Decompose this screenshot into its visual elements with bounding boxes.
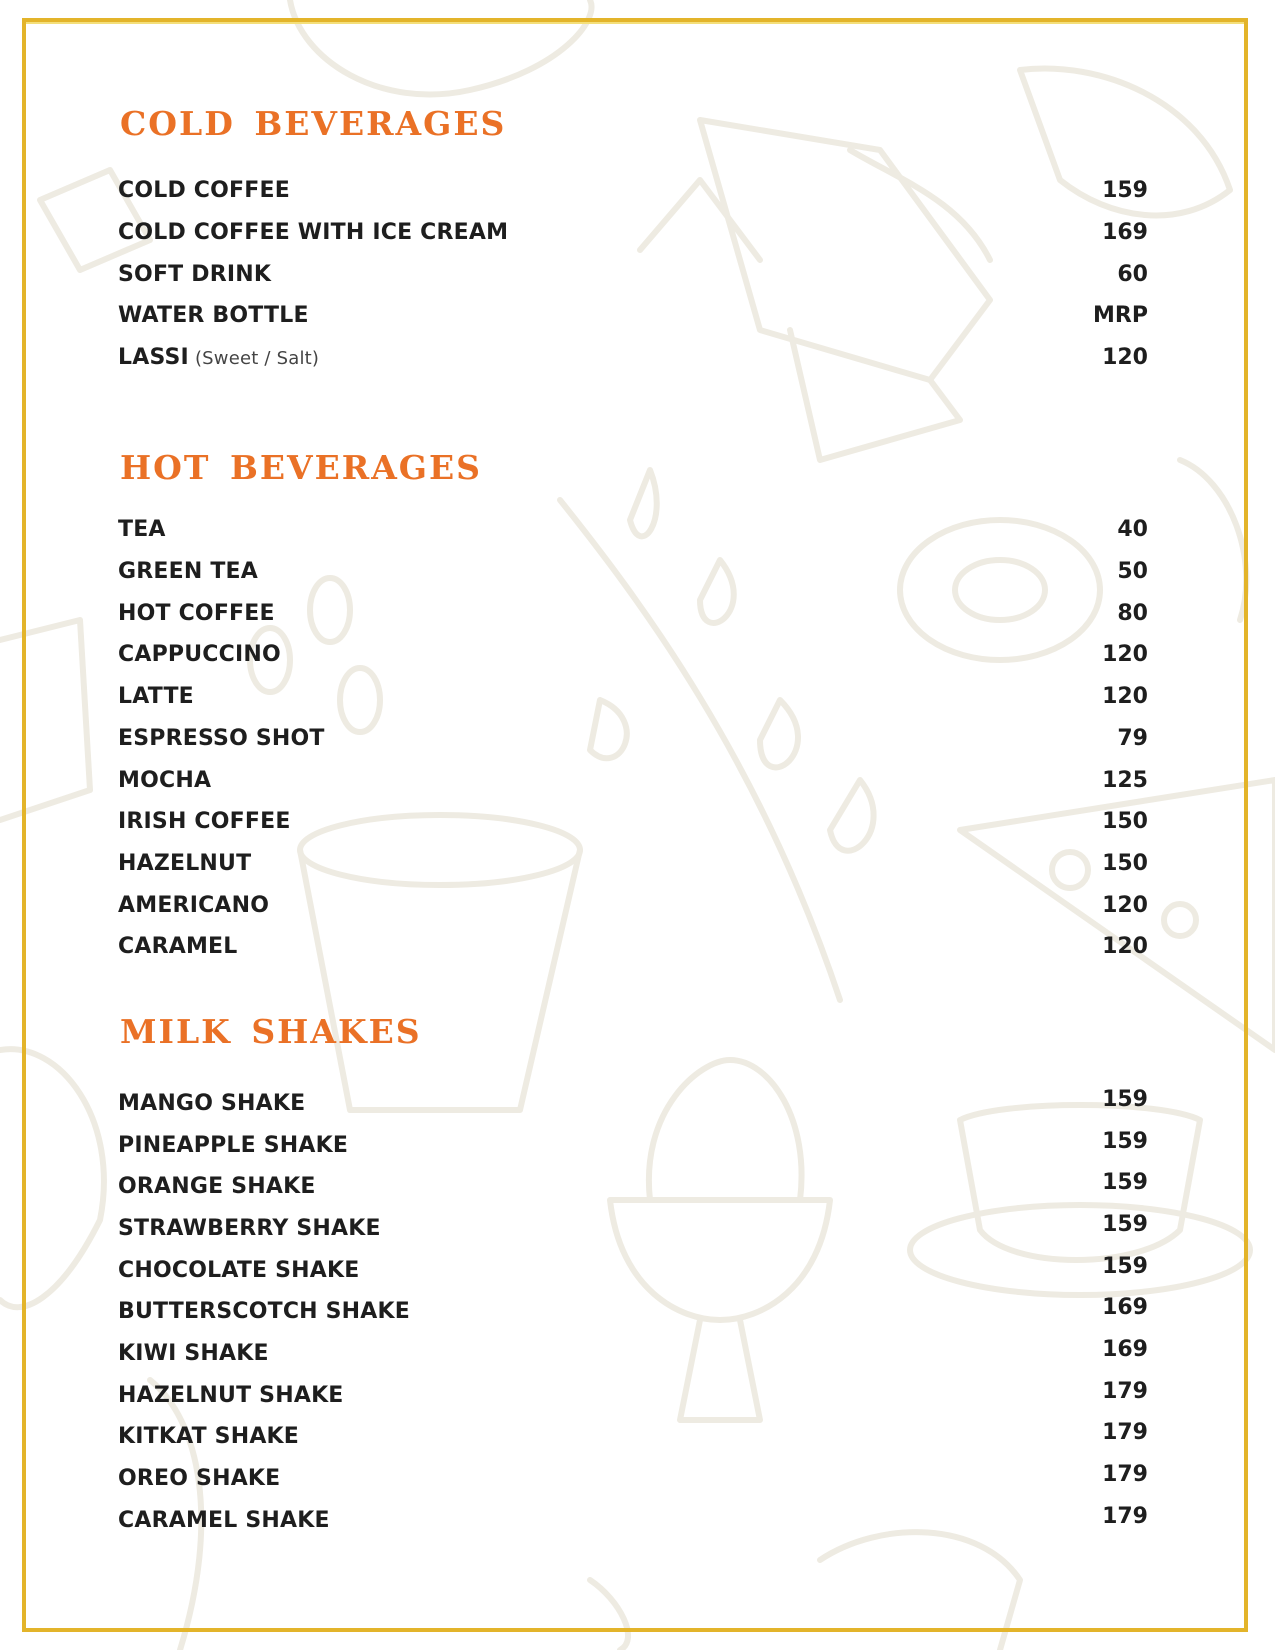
item-name: BUTTERSCOTCH SHAKE [118, 1299, 410, 1324]
menu-item [118, 1339, 1148, 1369]
menu-item [118, 849, 1148, 879]
item-price: 79 [1117, 726, 1148, 751]
section-title-cold-beverages: COLD BEVERAGES [120, 104, 507, 143]
menu-item [118, 557, 1148, 587]
item-price: 179 [1102, 1379, 1148, 1404]
item-price: 159 [1102, 1212, 1148, 1237]
item-name: OREO SHAKE [118, 1466, 281, 1491]
item-name: PINEAPPLE SHAKE [118, 1133, 349, 1158]
item-price: 120 [1102, 642, 1148, 667]
item-name: ORANGE SHAKE [118, 1174, 316, 1199]
item-name: SOFT DRINK [118, 262, 272, 287]
item-price: 150 [1102, 809, 1148, 834]
menu-item [118, 1422, 1148, 1452]
menu-item [118, 766, 1148, 796]
item-price: 159 [1102, 1087, 1148, 1112]
item-price: 120 [1102, 934, 1148, 959]
menu-item [118, 1506, 1148, 1536]
menu-item [118, 1089, 1148, 1119]
item-price: 50 [1117, 559, 1148, 584]
menu-item [118, 1214, 1148, 1244]
item-price: MRP [1093, 303, 1148, 328]
item-name: CAPPUCCINO [118, 642, 281, 667]
item-name: KITKAT SHAKE [118, 1424, 300, 1449]
menu-item [118, 260, 1148, 290]
item-note: (Sweet / Salt) [194, 348, 320, 369]
menu-item [118, 891, 1148, 921]
item-name: CARAMEL [118, 934, 238, 959]
menu-item [118, 1172, 1148, 1202]
item-name: MANGO SHAKE [118, 1091, 306, 1116]
item-name: HOT COFFEE [118, 601, 275, 626]
item-price: 159 [1102, 1129, 1148, 1154]
item-price: 80 [1117, 601, 1148, 626]
item-name: GREEN TEA [118, 559, 258, 584]
menu-item [118, 1464, 1148, 1494]
menu-item [118, 682, 1148, 712]
item-price: 169 [1102, 220, 1148, 245]
item-name: IRISH COFFEE [118, 809, 291, 834]
item-price: 179 [1102, 1462, 1148, 1487]
section-title-hot-beverages: HOT BEVERAGES [120, 448, 482, 487]
menu-item [118, 932, 1148, 962]
menu-item [118, 515, 1148, 545]
item-price: 159 [1102, 1170, 1148, 1195]
item-name: COLD COFFEE [118, 178, 290, 203]
item-name-with-note [118, 343, 319, 374]
item-price: 179 [1102, 1420, 1148, 1445]
menu-item [118, 724, 1148, 754]
menu-item [118, 807, 1148, 837]
item-name: CARAMEL SHAKE [118, 1508, 330, 1533]
item-price: 169 [1102, 1295, 1148, 1320]
item-price: 179 [1102, 1504, 1148, 1529]
menu-item [118, 1256, 1148, 1286]
item-name: TEA [118, 517, 166, 542]
item-price: 120 [1102, 893, 1148, 918]
item-name: ESPRESSO SHOT [118, 726, 325, 751]
item-price: 125 [1102, 768, 1148, 793]
item-name: HAZELNUT [118, 851, 252, 876]
item-name: MOCHA [118, 768, 212, 793]
item-name: STRAWBERRY SHAKE [118, 1216, 381, 1241]
menu-item [118, 218, 1148, 248]
item-price: 120 [1102, 345, 1148, 370]
item-name: COLD COFFEE WITH ICE CREAM [118, 220, 509, 245]
menu-item [118, 599, 1148, 629]
item-price: 40 [1117, 517, 1148, 542]
menu-item [118, 176, 1148, 206]
item-price: 120 [1102, 684, 1148, 709]
item-name: KIWI SHAKE [118, 1341, 269, 1366]
item-price: 159 [1102, 1254, 1148, 1279]
item-name-text: LASSI [118, 345, 189, 370]
item-name: WATER BOTTLE [118, 303, 309, 328]
section-title-milk-shakes: MILK SHAKES [120, 1012, 422, 1051]
menu-item [118, 343, 1148, 373]
menu-item [118, 640, 1148, 670]
item-name: CHOCOLATE SHAKE [118, 1258, 360, 1283]
item-price: 169 [1102, 1337, 1148, 1362]
item-price: 150 [1102, 851, 1148, 876]
menu-item [118, 1297, 1148, 1327]
item-name: LATTE [118, 684, 194, 709]
menu-item [118, 1381, 1148, 1411]
menu-item [118, 301, 1148, 331]
item-name: AMERICANO [118, 893, 270, 918]
item-price: 60 [1117, 262, 1148, 287]
item-price: 159 [1102, 178, 1148, 203]
menu-item [118, 1131, 1148, 1161]
item-name: HAZELNUT SHAKE [118, 1383, 344, 1408]
